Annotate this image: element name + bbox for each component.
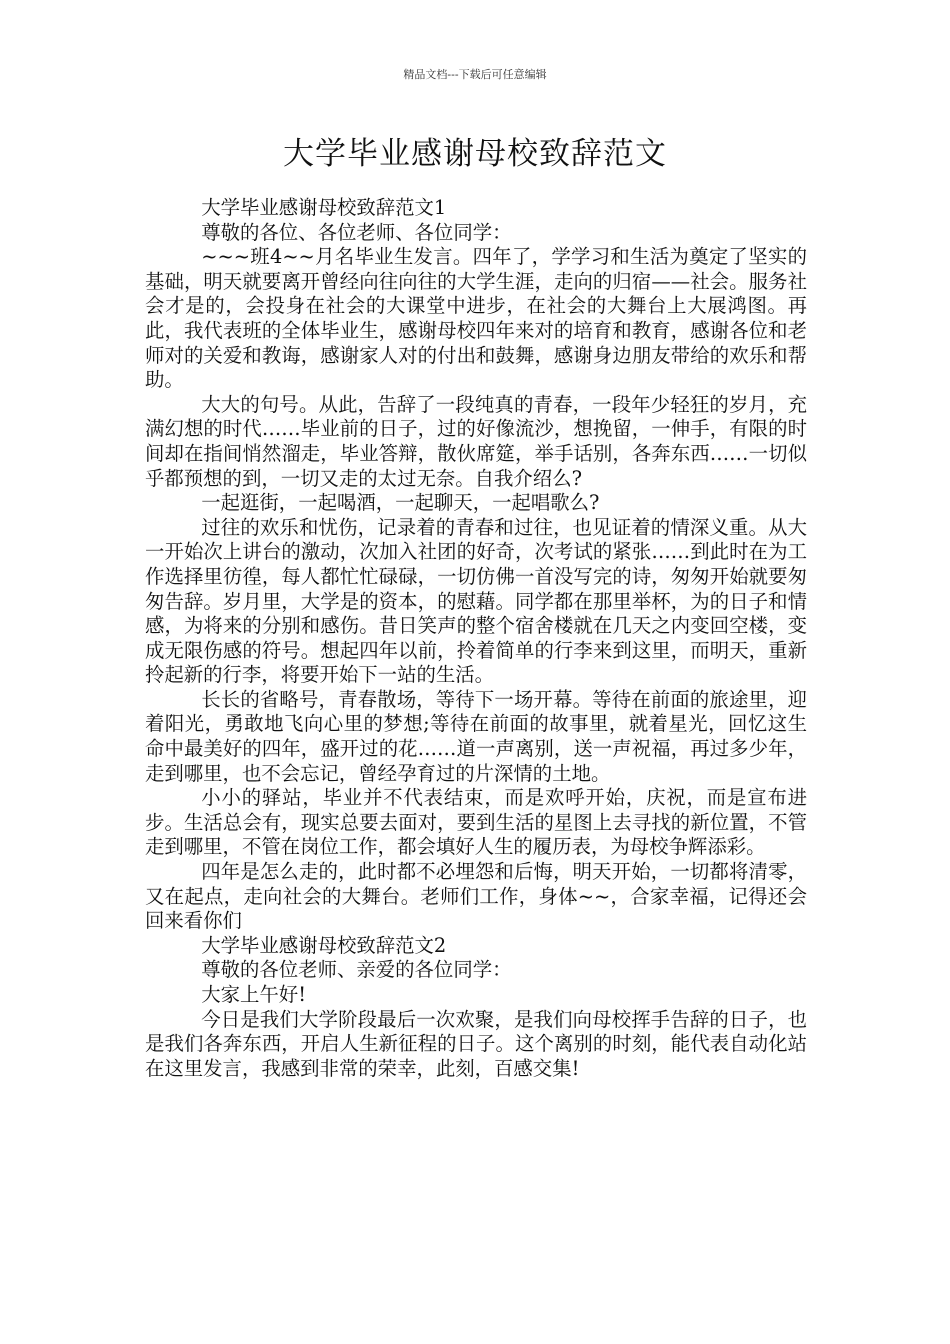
paragraph: 长长的省略号，青春散场，等待下一场开幕。等待在前面的旅途里，迎着阳光，勇敢地飞向心里的梦想;等待在前面的故事里，就着星光，回忆这生命中最美好的四年，盛开过的花……道一声离别，送一声祝福，再过多少年，走到哪里，也不会忘记，曾经孕育过的片深情的土地。 [145,687,807,785]
paragraph: 大学毕业感谢母校致辞范文1 [201,196,447,219]
paragraph: 尊敬的各位、各位老师、各位同学： [201,220,512,244]
paragraph: 过往的欢乐和忧伤，记录着的青春和过往，也见证着的情深义重。从大一开始次上讲台的激动，次加入社团的好奇，次考试的紧张……到此时在为工作选择里彷徨，每人都忙忙碌碌，一切仿佛一首没写完的诗，匆匆开始就要匆匆告辞。岁月里，大学是的资本，的慰藉。同学都在那里举杯，为的日子和情感，为将来的分别和感伤。昔日笑声的整个宿舍楼就在几天之内变回空楼，变成无限伤感的符号。想起四年以前，拎着简单的行李来到这里，而明天，重新拎起新的行李，将要开始下一站的生活。 [145,515,807,687]
page-header-note: 精品文档---下载后可任意编辑 [403,68,547,81]
paragraph: 大大的句号。从此，告辞了一段纯真的青春，一段年少轻狂的岁月，充满幻想的时代……毕业前的日子，过的好像流沙，想挽留，一伸手，有限的时间却在指间悄然溜走，毕业答辩，散伙席筵，举手话别，各奔东西……一切似乎都预想的到，一切又走的太过无奈。自我介绍么? [145,392,807,490]
paragraph: 四年是怎么走的，此时都不必埋怨和后悔，明天开始，一切都将清零，又在起点，走向社会的大舞台。老师们工作，身体~~，合家幸福，记得还会回来看你们 [145,860,807,933]
document-body [145,196,807,1081]
paragraph: 今日是我们大学阶段最后一次欢聚，是我们向母校挥手告辞的日子，也是我们各奔东西，开启人生新征程的日子。这个离别的时刻，能代表自动化站在这里发言，我感到非常的荣幸，此刻，百感交集! [145,1007,807,1080]
paragraph: 大家上午好! [201,983,306,1006]
paragraph: 尊敬的各位老师、亲爱的各位同学： [201,958,512,982]
paragraph: 大学毕业感谢母校致辞范文2 [201,933,447,957]
paragraph: 小小的驿站，毕业并不代表结束，而是欢呼开始，庆祝，而是宣布进步。生活总会有，现实总要去面对，要到生活的星图上去寻找的新位置，不管走到哪里，不管在岗位工作，都会填好人生的履历表，为母校争辉添彩。 [145,786,807,859]
paragraph: 一起逛街，一起喝酒，一起聊天，一起唱歌么? [201,491,600,515]
document-title: 大学毕业感谢母校致辞范文 [283,136,667,172]
paragraph: ~~~班4~~月名毕业生发言。四年了，学学习和生活为奠定了坚实的基础，明天就要离开曾经向往向往的大学生涯，走向的归宿——社会。服务社会才是的，会投身在社会的大课堂中进步，在社会的大舞台上大展鸿图。再此，我代表班的全体毕业生，感谢母校四年来对的培育和教育，感谢各位和老师对的关爱和教诲，感谢家人对的付出和鼓舞，感谢身边朋友带给的欢乐和帮助。 [145,245,807,392]
